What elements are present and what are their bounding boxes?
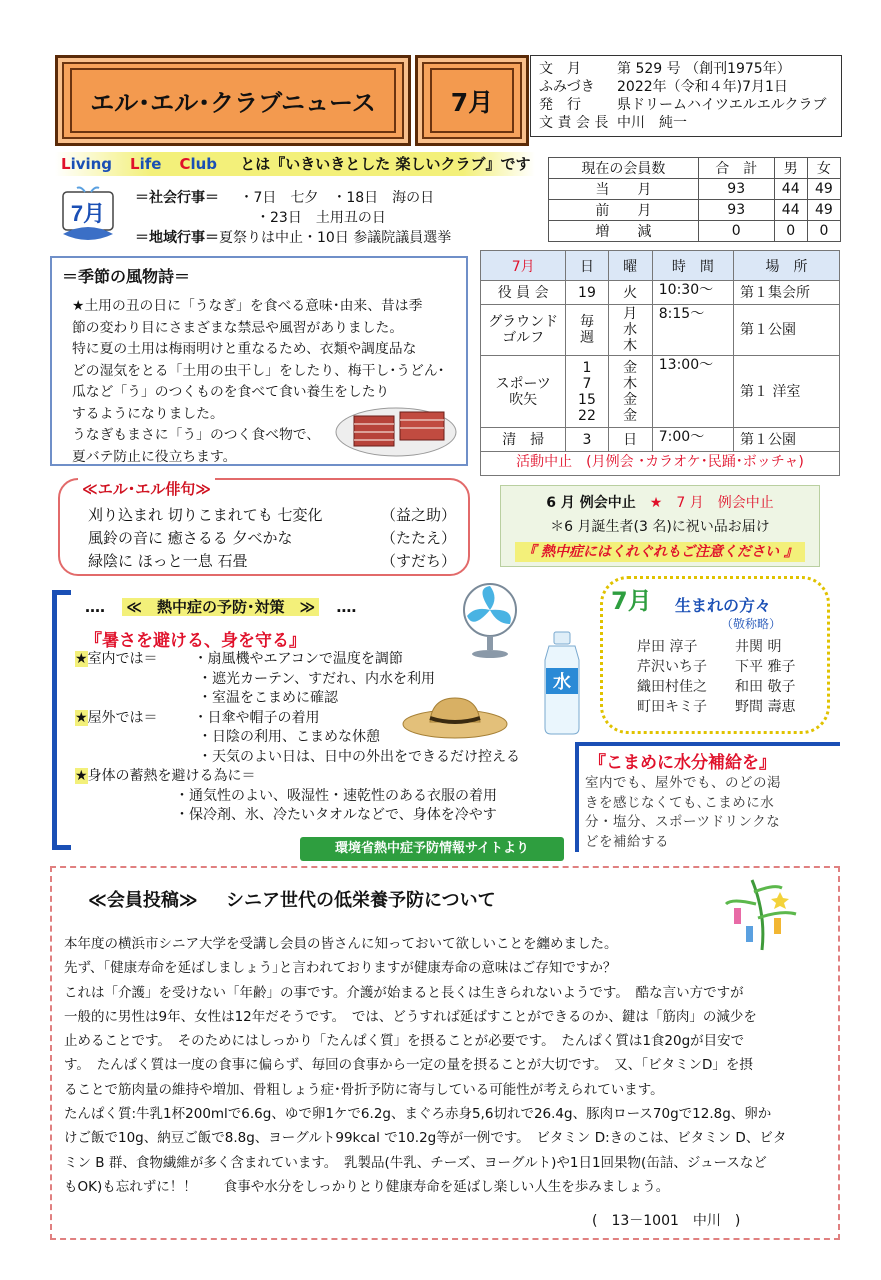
season-title: ＝季節の風物詩＝ (62, 267, 191, 286)
member-count-table (548, 157, 841, 242)
issue-info-label: 文 責 会 長 (539, 115, 609, 131)
birthday-month: 7月 (611, 587, 652, 615)
season-line: どの湿気をとる「土用の虫干し」をしたり、梅干し･うどん･ (72, 362, 445, 379)
birthday-name: 織田村佳之 (637, 679, 707, 695)
heat-source: 環境省熱中症予防情報サイトより (300, 837, 564, 861)
heat-bracket (52, 590, 71, 850)
article-line: もOK)も忘れずに！！ 食事や水分をしっかりとり健康寿命を延ばし楽しい人生を歩みましょう。 (64, 1178, 670, 1195)
season-line: 節の変わり目にさまざまな禁忌や風習がありました。 (72, 319, 404, 336)
notice-june: 6 月 例会中止 (546, 495, 650, 511)
member-cell: 0 (807, 221, 840, 242)
schedule-name: 役 員 会 (481, 281, 566, 305)
title-banner (55, 55, 411, 146)
local-text: 夏祭りは中止・10日 参議院議員選挙 (219, 230, 452, 246)
member-cell: 44 (774, 179, 807, 200)
issue-info-label: ふみづき (539, 79, 595, 95)
birthday-name: 野間 壽恵 (735, 699, 796, 715)
member-row (549, 221, 841, 242)
schedule-header-cell: 日 (566, 251, 608, 281)
issue-info-row (539, 114, 833, 132)
heat-tip-line: ・遮光カーテン、すだれ、内水を利用 (198, 670, 436, 687)
heat-tip-line: ・室温をこまめに確認 (198, 690, 338, 706)
month-badge (57, 186, 119, 246)
member-row (549, 179, 841, 200)
season-line: うなぎもまさに「う」のつく食べ物で、 (72, 427, 321, 443)
member-header-cell: 女 (807, 158, 840, 179)
haiku-box (58, 478, 470, 576)
bottle-label: 水 (553, 672, 571, 692)
issue-info-row (539, 60, 833, 78)
star-icon: ★ (75, 768, 88, 784)
birthday-name: 岸田 淳子 (637, 639, 698, 655)
birthday-box (600, 576, 830, 734)
tagline-text: とは『いきいきとした 楽しいクラブ』です (240, 155, 531, 173)
haiku-author: （益之助） (380, 506, 456, 524)
schedule-name: スポーツ 吹矢 (481, 356, 566, 428)
heat-tip-group (75, 709, 595, 768)
social-line2: ・23日 土用丑の日 (256, 210, 386, 226)
issue-info-label: 文 月 (539, 61, 581, 77)
haiku-line (88, 504, 456, 527)
water-line: きを感じなくても､こまめに水 (585, 794, 775, 811)
straw-hat-icon (400, 690, 510, 740)
tagline-word: lub (190, 155, 218, 173)
member-cell: 0 (698, 221, 774, 242)
notice-star: ★ (649, 495, 663, 511)
schedule-row (481, 281, 840, 305)
heat-dots-left: ‥‥ (85, 598, 106, 616)
newsletter-title: エル･エル･クラブニュース (70, 68, 396, 133)
member-header-cell: 男 (774, 158, 807, 179)
tagline-initial: L (130, 155, 140, 173)
heat-tip-label: 室内では＝ (87, 651, 158, 667)
issue-info-value: 中川 純一 (617, 115, 687, 131)
birthday-name: 井関 明 (735, 639, 782, 655)
heat-tip-line: ・日陰の利用、こまめな休憩 (198, 729, 380, 745)
article-line: けご飯で10g、納豆ご飯で8.8g、ヨーグルト99kcal で10.2g等が一例です。 ビタミン D:きのこは、ビタミン D、ビタ (64, 1130, 787, 1147)
month-label: 7月 (430, 68, 514, 133)
water-line: どを補給する (585, 833, 669, 850)
schedule-name: グラウンド ゴルフ (481, 305, 566, 356)
water-title: 『こまめに水分補給を』 (589, 753, 776, 773)
article-line: たんぱく質:牛乳1杯200mlで6.6g、ゆで卵1ケで6.2g、まぐろ赤身5,6切れで26.4g、豚肉ロース70gで12.8g、卵か (64, 1106, 772, 1123)
schedule-time: 7:00～ (652, 428, 733, 452)
article-line: ミン B 群、食物繊維が多く含まれています。 乳製品(牛乳、チーズ、ヨーグルト)や1日1回果物(缶詰、ジュースなど (64, 1154, 767, 1171)
schedule-time: 10:30～ (652, 281, 733, 305)
heat-tip-line: ・天気のよい日は、日中の外出をできるだけ控える (198, 748, 520, 765)
schedule-note: 活動中止 (月例会 ･カラオケ･民踊･ボッチャ) (480, 450, 840, 476)
water-line: 室内でも、屋外でも、のどの渇 (585, 775, 781, 791)
issue-info-value: 2022年（令和４年)7月1日 (617, 79, 788, 95)
heat-tip-label: 屋外では＝ (87, 709, 158, 726)
schedule-dow: 金 木 金 金 (608, 356, 652, 428)
article-title: シニア世代の低栄養予防について (225, 890, 496, 911)
season-line: 夏バテ防止に役立ちます。 (72, 448, 237, 465)
tagline (55, 152, 535, 176)
water-line: 分・塩分、スポーツドリンクな (585, 814, 781, 830)
article-line: 止めることです。 そのためにはしっかり「たんぱく質」を摂ることが必要です。 たんぱく質は1食20gが目安で (64, 1033, 745, 1050)
eel-dish-illustration (332, 398, 460, 458)
whale-calendar-icon (57, 186, 119, 246)
member-header-cell: 合 計 (698, 158, 774, 179)
heat-tip-line: ・日傘や帽子の着用 (193, 709, 320, 726)
member-cell: 当 月 (549, 179, 699, 200)
social-line1: ・7日 七夕 ・18日 海の日 (239, 190, 435, 206)
activity-schedule (480, 250, 840, 452)
schedule-row (481, 428, 840, 452)
social-label: ＝社会行事＝ (135, 190, 219, 206)
article-line: これは「介護」を受けない「年齢」の事です。介護が始まると長くは生きられないようです。 酷な言い方ですが (64, 984, 744, 1001)
birthday-note: （敬称略） (721, 617, 782, 631)
haiku-verse: 刈り込まれ 切りこまれても 七変化 (88, 506, 323, 524)
schedule-day: 19 (566, 281, 608, 305)
heat-tip-group (75, 767, 595, 826)
schedule-header-cell: 7月 (481, 251, 566, 281)
issue-info-row (539, 96, 833, 114)
haiku-line (88, 527, 456, 550)
meeting-notice (500, 485, 820, 567)
heat-dots-right: ‥‥ (336, 598, 357, 616)
season-line: 瓜など「う」のつくものを食べて食い養生をしたり (72, 384, 390, 400)
season-line: 特に夏の土用は梅雨明けと重なるため、衣類や調度品な (72, 341, 417, 357)
article-line: ることで筋肉量の維持や増加、骨粗しょう症･骨折予防に寄与している可能性が考えられています。 (64, 1081, 664, 1098)
schedule-day: 3 (566, 428, 608, 452)
member-cell: 49 (807, 200, 840, 221)
star-icon: ★ (75, 709, 88, 726)
schedule-header-cell: 時 間 (652, 251, 733, 281)
schedule-header-cell: 曜 (608, 251, 652, 281)
schedule-dow: 火 (608, 281, 652, 305)
fan-icon (455, 580, 525, 660)
season-box (50, 256, 468, 466)
heat-tip-line: ・扇風機やエアコンで温度を調節 (193, 651, 403, 667)
article-line: 一般的に男性は9年、女性は12年だそうです。 では、どうすれば延ばすことができるのか、鍵は「筋肉」の減少を (64, 1008, 757, 1025)
notice-july: 7 月 例会中止 (662, 495, 774, 511)
haiku-verse: 緑陰に ほっと一息 石畳 (88, 552, 248, 570)
haiku-author: （たたえ） (380, 529, 456, 547)
heat-tips (75, 650, 595, 826)
local-label: ＝地域行事＝ (135, 230, 219, 246)
issue-info-value: 第 529 号 （創刊1975年） (617, 61, 791, 77)
article-line: 先ず、｢健康寿命を延ばしましょう｣と言われておりますが健康寿命の意味はご存知ですか？ (64, 960, 617, 977)
water-box (575, 742, 840, 852)
member-row (549, 200, 841, 221)
member-cell: 49 (807, 179, 840, 200)
haiku-verse: 風鈴の音に 癒さるる 夕べかな (88, 529, 293, 547)
schedule-row (481, 305, 840, 356)
article-box (50, 866, 840, 1240)
notice-birthday: ＊6 月誕生者(3 名)に祝い品お届け (550, 519, 770, 535)
schedule-time: 13:00～ (652, 356, 733, 428)
member-cell: 93 (698, 200, 774, 221)
heat-tip-row (75, 709, 595, 729)
schedule-dow: 月 水 木 (608, 305, 652, 356)
haiku-title: ≪エル･エル俳句≫ (78, 478, 215, 499)
schedule-name: 清 掃 (481, 428, 566, 452)
season-line: ★土用の丑の日に「うなぎ」を食べる意味･由来、昔は季 (72, 298, 423, 314)
month-banner (415, 55, 529, 146)
heat-tip-line: ・保冷剤、氷、冷たいタオルなどで、身体を冷やす (175, 807, 497, 823)
schedule-dow: 日 (608, 428, 652, 452)
schedule-row (481, 356, 840, 428)
birthday-name: 町田キミ子 (637, 699, 707, 715)
member-header-cell: 現在の会員数 (549, 158, 699, 179)
issue-info-label: 発 行 (539, 97, 581, 113)
member-cell: 前 月 (549, 200, 699, 221)
heat-tip-line: ・通気性のよい、吸湿性・速乾性のある衣服の着用 (175, 787, 497, 804)
member-cell: 44 (774, 200, 807, 221)
member-cell: 増 減 (549, 221, 699, 242)
season-line: するようになりました。 (72, 405, 224, 422)
member-cell: 0 (774, 221, 807, 242)
birthday-name: 和田 敬子 (735, 679, 796, 695)
birthday-title: 生まれの方々 (675, 596, 772, 615)
schedule-day: 1 7 15 22 (566, 356, 608, 428)
schedule-place: 第１公園 (734, 428, 840, 452)
article-line: 本年度の横浜市シニア大学を受講し会員の皆さんに知っておいて欲しいことを纏めました。 (64, 936, 618, 952)
article-label: ≪会員投稿≫ (88, 890, 198, 911)
article-signature: ( 13－1001 中川 ) (592, 1213, 741, 1229)
heat-tip-row (75, 767, 595, 787)
schedule-header-cell: 場 所 (734, 251, 840, 281)
water-bottle-icon (535, 630, 589, 736)
heat-subtitle: 『暑さを避ける、身を守る』 (85, 631, 306, 651)
heat-title: ≪ 熱中症の予防･対策 ≫ (122, 598, 319, 616)
badge-month: 7月 (70, 201, 106, 226)
issue-info-row (539, 78, 833, 96)
issue-info-value: 県ドリームハイツエルエルクラブ (617, 97, 827, 113)
tagline-word: ife (139, 155, 162, 173)
tagline-initial: C (179, 155, 191, 173)
notice-heat-warning: 『 熱中症にはくれぐれもご注意ください 』 (515, 542, 805, 562)
heat-title-row (85, 596, 356, 617)
article-line: す。 たんぱく質は一度の食事に偏らず、毎回の食事から一定の量を摂ることが大切です。 又、「ビタミンD」を摂 (64, 1057, 753, 1074)
haiku-line (88, 550, 456, 573)
haiku-author: （すだち） (380, 552, 456, 570)
schedule-place: 第１ 洋室 (734, 356, 840, 428)
birthday-name: 下平 雅子 (735, 659, 796, 675)
events-block (135, 188, 535, 248)
issue-info (530, 55, 842, 137)
birthday-name: 芹沢いち子 (637, 659, 707, 675)
schedule-place: 第１公園 (734, 305, 840, 356)
tagline-initial: L (61, 155, 71, 173)
schedule-time: 8:15～ (652, 305, 733, 356)
tagline-word: iving (70, 155, 113, 173)
star-icon: ★ (75, 651, 88, 667)
schedule-day: 毎 週 (566, 305, 608, 356)
heat-tip-label: 身体の蓄熱を避ける為に＝ (87, 768, 256, 784)
member-cell: 93 (698, 179, 774, 200)
schedule-place: 第１集会所 (734, 281, 840, 305)
